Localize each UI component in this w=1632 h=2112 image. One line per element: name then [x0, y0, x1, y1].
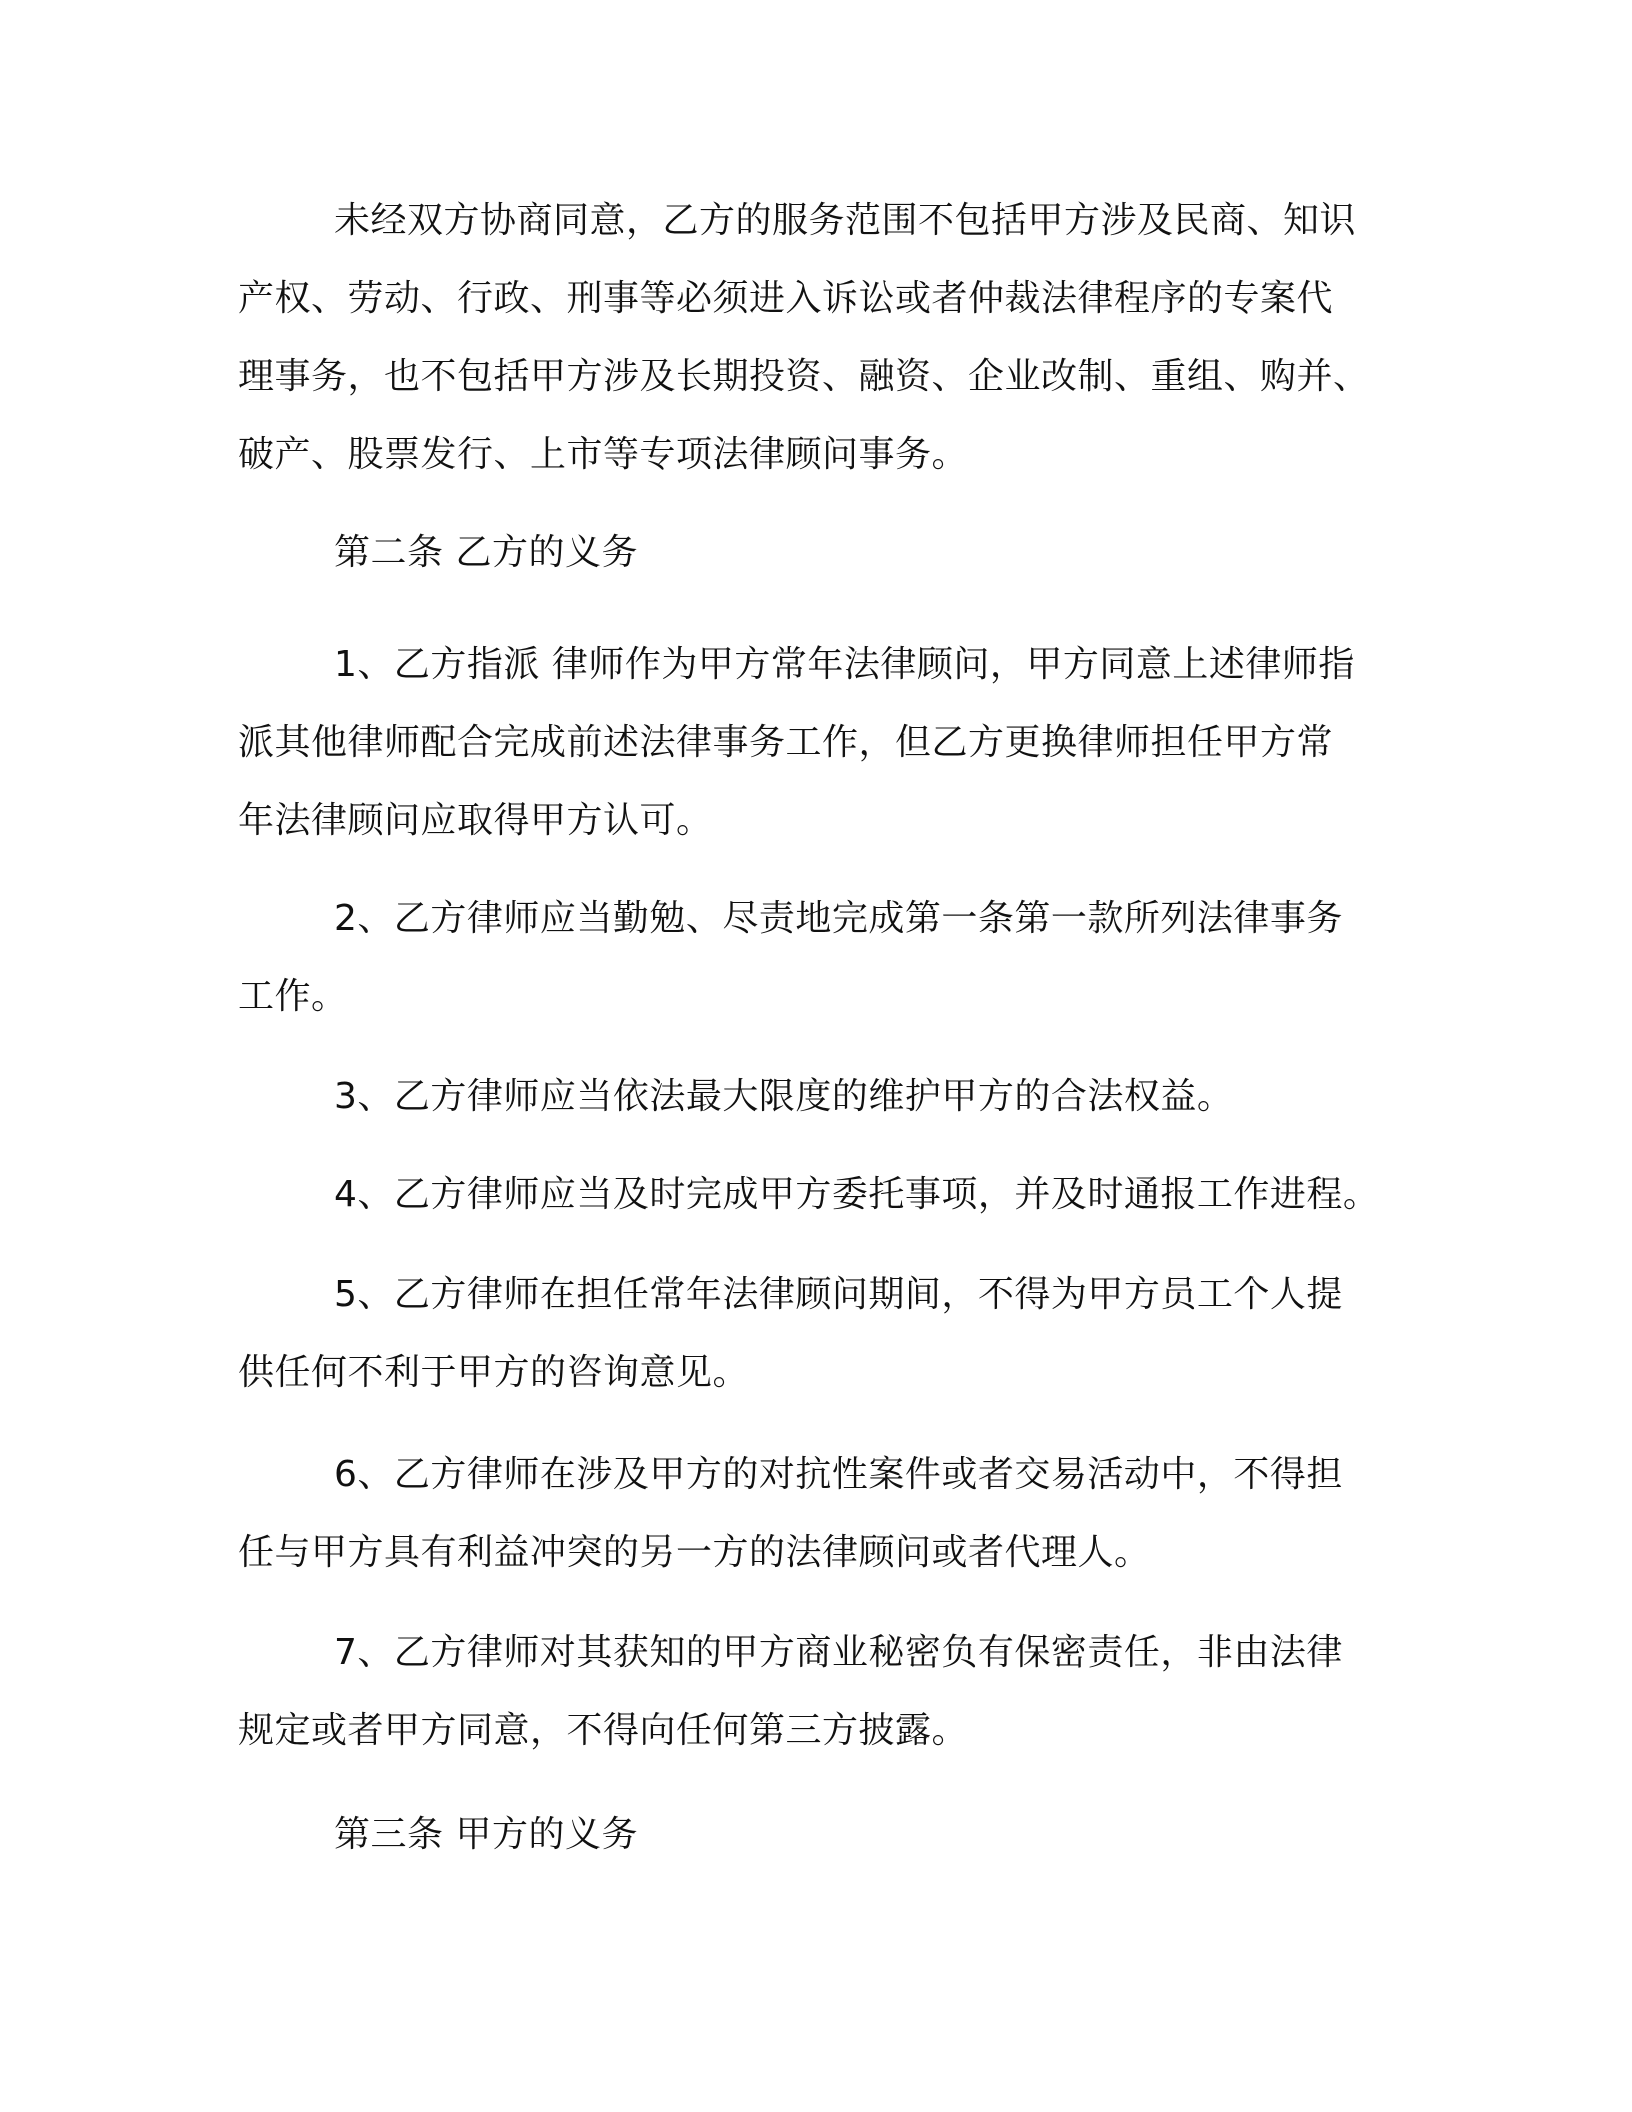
paragraph-item-1	[238, 626, 1378, 860]
text-line: 派其他律师配合完成前述法律事务工作，但乙方更换律师担任甲方常	[238, 722, 1334, 763]
paragraph-item-6	[238, 1436, 1378, 1592]
heading-text: 第二条 乙方的义务	[334, 532, 638, 573]
text-line: 1、乙方指派 律师作为甲方常年法律顾问，甲方同意上述律师指	[334, 644, 1355, 685]
text-line: 破产、股票发行、上市等专项法律顾问事务。	[238, 434, 969, 475]
text-line: 理事务，也不包括甲方涉及长期投资、融资、企业改制、重组、购并、	[238, 356, 1370, 397]
text-line: 6、乙方律师在涉及甲方的对抗性案件或者交易活动中，不得担	[334, 1454, 1343, 1495]
text-line: 规定或者甲方同意，不得向任何第三方披露。	[238, 1710, 969, 1751]
paragraph-item-3	[238, 1058, 1378, 1136]
text-line: 3、乙方律师应当依法最大限度的维护甲方的合法权益。	[334, 1076, 1234, 1117]
paragraph-service-scope	[238, 182, 1378, 494]
text-line: 年法律顾问应取得甲方认可。	[238, 800, 713, 841]
paragraph-item-2	[238, 880, 1378, 1036]
paragraph-item-4	[238, 1156, 1378, 1234]
text-line: 任与甲方具有利益冲突的另一方的法律顾问或者代理人。	[238, 1532, 1151, 1573]
text-line: 供任何不利于甲方的咨询意见。	[238, 1352, 750, 1393]
paragraph-item-5	[238, 1256, 1378, 1412]
heading-text: 第三条 甲方的义务	[334, 1814, 638, 1855]
text-line: 5、乙方律师在担任常年法律顾问期间，不得为甲方员工个人提	[334, 1274, 1343, 1315]
paragraph-item-7	[238, 1614, 1378, 1770]
text-line: 2、乙方律师应当勤勉、尽责地完成第一条第一款所列法律事务	[334, 898, 1343, 939]
text-line: 4、乙方律师应当及时完成甲方委托事项，并及时通报工作进程。	[334, 1174, 1380, 1215]
text-line: 产权、劳动、行政、刑事等必须进入诉讼或者仲裁法律程序的专案代	[238, 278, 1334, 319]
text-line: 未经双方协商同意，乙方的服务范围不包括甲方涉及民商、知识	[334, 200, 1357, 241]
heading-article-3	[238, 1796, 1378, 1874]
text-line: 工作。	[238, 976, 348, 1017]
heading-article-2	[238, 514, 1378, 592]
text-line: 7、乙方律师对其获知的甲方商业秘密负有保密责任，非由法律	[334, 1632, 1343, 1673]
